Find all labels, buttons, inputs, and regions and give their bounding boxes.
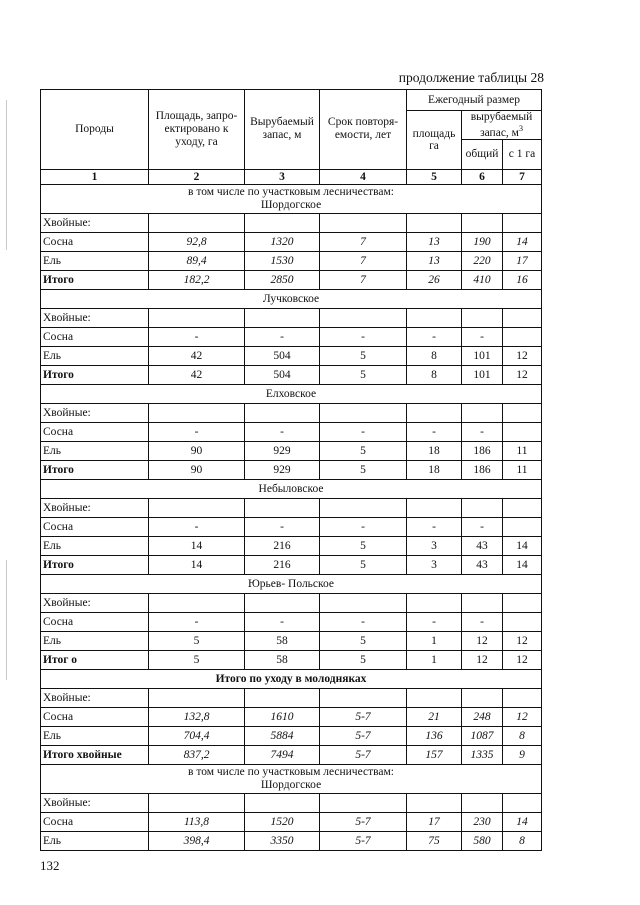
table-row	[41, 831, 542, 850]
table-row	[41, 726, 542, 745]
value-cell: 704,4	[149, 726, 245, 745]
value-cell: 9	[503, 745, 542, 764]
column-number: 3	[245, 169, 320, 184]
breed-name: Итого	[41, 365, 149, 384]
value-cell: 5	[320, 346, 407, 365]
value-cell: 3350	[245, 831, 320, 850]
value-cell: 12	[503, 650, 542, 669]
table-row	[41, 612, 542, 631]
value-cell: 43	[462, 555, 503, 574]
breed-name: Хвойные:	[41, 403, 149, 422]
section-heading	[41, 289, 542, 308]
value-cell: 190	[462, 232, 503, 251]
value-cell: 248	[462, 707, 503, 726]
value-cell: 42	[149, 346, 245, 365]
value-cell: 929	[245, 441, 320, 460]
section-heading-line: Небыловское	[258, 482, 324, 495]
section-heading-row	[41, 184, 542, 213]
value-cell: 5-7	[320, 707, 407, 726]
value-cell: 101	[462, 365, 503, 384]
header-per-ha: с 1 га	[503, 139, 542, 169]
breed-name: Ель	[41, 631, 149, 650]
value-cell	[407, 213, 462, 232]
value-cell: 398,4	[149, 831, 245, 850]
table-row	[41, 251, 542, 270]
value-cell: 17	[503, 251, 542, 270]
value-cell: 17	[407, 812, 462, 831]
total-row	[41, 745, 542, 764]
value-cell: 58	[245, 650, 320, 669]
section-heading	[41, 184, 542, 213]
breed-name: Сосна	[41, 612, 149, 631]
breed-name: Хвойные:	[41, 213, 149, 232]
section-heading-row	[41, 574, 542, 593]
value-cell: 11	[503, 441, 542, 460]
value-cell	[320, 593, 407, 612]
section-heading-row	[41, 479, 542, 498]
total-row	[41, 555, 542, 574]
value-cell	[407, 498, 462, 517]
value-cell: 3	[407, 555, 462, 574]
column-number: 4	[320, 169, 407, 184]
value-cell: -	[462, 612, 503, 631]
section-heading-line: Шордогское	[260, 778, 322, 791]
value-cell: 18	[407, 460, 462, 479]
table-row	[41, 327, 542, 346]
forest-care-table	[40, 89, 542, 851]
section-heading-row	[41, 384, 542, 403]
value-cell: -	[320, 327, 407, 346]
value-cell: -	[462, 517, 503, 536]
value-cell: 5884	[245, 726, 320, 745]
column-number: 6	[462, 169, 503, 184]
value-cell: 580	[462, 831, 503, 850]
value-cell: 186	[462, 460, 503, 479]
section-heading-line: Итого по уходу в молодняках	[215, 672, 367, 685]
column-number: 5	[407, 169, 462, 184]
value-cell: 1335	[462, 745, 503, 764]
breed-name: Ель	[41, 346, 149, 365]
breed-name: Хвойные:	[41, 793, 149, 812]
value-cell: 14	[503, 812, 542, 831]
breed-name: Хвойные:	[41, 308, 149, 327]
value-cell	[245, 403, 320, 422]
value-cell: 58	[245, 631, 320, 650]
value-cell: -	[245, 327, 320, 346]
breed-name: Сосна	[41, 517, 149, 536]
value-cell: 8	[503, 831, 542, 850]
table-caption: продолжение таблицы 28	[398, 70, 544, 85]
section-heading	[41, 574, 542, 593]
table-row	[41, 403, 542, 422]
value-cell: 3	[407, 536, 462, 555]
value-cell: 11	[503, 460, 542, 479]
section-heading-row	[41, 669, 542, 688]
value-cell: 5-7	[320, 831, 407, 850]
value-cell: 5	[149, 650, 245, 669]
value-cell: 136	[407, 726, 462, 745]
value-cell	[407, 308, 462, 327]
value-cell: 13	[407, 232, 462, 251]
section-heading-line: в том числе по участковым лесничествам:	[188, 185, 394, 198]
value-cell: 92,8	[149, 232, 245, 251]
page-number: 132	[40, 858, 60, 873]
header-annual-area: площадь га	[407, 111, 462, 170]
header-period: Срок повторя- емости, лет	[320, 90, 407, 170]
breed-name: Итого	[41, 555, 149, 574]
value-cell: 14	[503, 536, 542, 555]
value-cell: 5	[320, 365, 407, 384]
value-cell: 16	[503, 270, 542, 289]
breed-name: Ель	[41, 251, 149, 270]
value-cell: 12	[503, 631, 542, 650]
section-heading	[41, 669, 542, 688]
breed-name: Ель	[41, 831, 149, 850]
breed-name: Итого хвойные	[41, 745, 149, 764]
breed-name: Ель	[41, 441, 149, 460]
value-cell: 75	[407, 831, 462, 850]
value-cell	[245, 688, 320, 707]
table-row	[41, 422, 542, 441]
value-cell: 1	[407, 631, 462, 650]
value-cell: 1	[407, 650, 462, 669]
value-cell: 5-7	[320, 745, 407, 764]
value-cell	[407, 688, 462, 707]
value-cell: 837,2	[149, 745, 245, 764]
value-cell: 186	[462, 441, 503, 460]
value-cell: 5	[320, 650, 407, 669]
total-row	[41, 270, 542, 289]
value-cell: 21	[407, 707, 462, 726]
value-cell: 8	[407, 365, 462, 384]
value-cell: 1530	[245, 251, 320, 270]
value-cell	[407, 793, 462, 812]
value-cell: 12	[503, 365, 542, 384]
column-number: 2	[149, 169, 245, 184]
table-row	[41, 498, 542, 517]
value-cell	[503, 793, 542, 812]
value-cell	[149, 593, 245, 612]
header-annual: Ежегодный размер	[407, 90, 542, 111]
table-row	[41, 812, 542, 831]
section-heading-line: Шордогское	[260, 198, 322, 211]
value-cell	[245, 308, 320, 327]
value-cell: 90	[149, 460, 245, 479]
table-row	[41, 793, 542, 812]
value-cell	[149, 688, 245, 707]
value-cell: -	[245, 422, 320, 441]
value-cell	[503, 308, 542, 327]
value-cell: 12	[503, 346, 542, 365]
value-cell: 12	[503, 707, 542, 726]
value-cell: -	[149, 327, 245, 346]
table-row	[41, 707, 542, 726]
breed-name: Итог о	[41, 650, 149, 669]
value-cell: 216	[245, 555, 320, 574]
total-row	[41, 650, 542, 669]
value-cell	[503, 688, 542, 707]
scan-edge-mark	[6, 560, 7, 680]
table-row	[41, 517, 542, 536]
value-cell: 2850	[245, 270, 320, 289]
value-cell	[503, 498, 542, 517]
value-cell	[320, 403, 407, 422]
value-cell: 1087	[462, 726, 503, 745]
value-cell	[503, 593, 542, 612]
value-cell: -	[407, 517, 462, 536]
value-cell: 101	[462, 346, 503, 365]
value-cell	[407, 593, 462, 612]
value-cell	[503, 612, 542, 631]
value-cell: 5	[320, 631, 407, 650]
breed-name: Сосна	[41, 422, 149, 441]
value-cell	[503, 213, 542, 232]
value-cell: 7	[320, 251, 407, 270]
value-cell: -	[245, 612, 320, 631]
table-row	[41, 593, 542, 612]
header-area: Площадь, запро- ектировано к уходу, га	[149, 90, 245, 170]
table-row	[41, 536, 542, 555]
breed-name: Сосна	[41, 327, 149, 346]
value-cell	[462, 593, 503, 612]
value-cell: 14	[149, 536, 245, 555]
breed-name: Сосна	[41, 707, 149, 726]
section-heading	[41, 479, 542, 498]
value-cell	[320, 308, 407, 327]
value-cell: -	[149, 422, 245, 441]
table-row	[41, 346, 542, 365]
value-cell	[149, 308, 245, 327]
value-cell	[462, 213, 503, 232]
breed-name: Итого	[41, 270, 149, 289]
value-cell	[320, 793, 407, 812]
value-cell	[149, 793, 245, 812]
value-cell: 1520	[245, 812, 320, 831]
value-cell	[462, 308, 503, 327]
value-cell: 5-7	[320, 812, 407, 831]
value-cell: 220	[462, 251, 503, 270]
value-cell: 14	[149, 555, 245, 574]
value-cell: 113,8	[149, 812, 245, 831]
breed-name: Хвойные:	[41, 688, 149, 707]
breed-name: Ель	[41, 536, 149, 555]
value-cell: 12	[462, 650, 503, 669]
value-cell: 8	[407, 346, 462, 365]
value-cell	[149, 498, 245, 517]
value-cell: -	[407, 327, 462, 346]
header-breed: Породы	[41, 90, 149, 170]
value-cell	[503, 517, 542, 536]
value-cell: 18	[407, 441, 462, 460]
total-row	[41, 460, 542, 479]
value-cell: 182,2	[149, 270, 245, 289]
header-total: общий	[462, 139, 503, 169]
column-number-row	[41, 169, 542, 184]
value-cell: 42	[149, 365, 245, 384]
breed-name: Хвойные:	[41, 593, 149, 612]
value-cell: 5	[320, 441, 407, 460]
value-cell: 89,4	[149, 251, 245, 270]
section-heading	[41, 764, 542, 793]
value-cell	[503, 403, 542, 422]
value-cell	[462, 688, 503, 707]
value-cell: 5	[149, 631, 245, 650]
value-cell: -	[320, 517, 407, 536]
table-row	[41, 688, 542, 707]
value-cell: -	[462, 422, 503, 441]
value-cell: 5	[320, 460, 407, 479]
breed-name: Итого	[41, 460, 149, 479]
value-cell: 5-7	[320, 726, 407, 745]
value-cell	[503, 422, 542, 441]
value-cell	[245, 593, 320, 612]
value-cell: 12	[462, 631, 503, 650]
value-cell: 7	[320, 232, 407, 251]
table-row	[41, 441, 542, 460]
total-row	[41, 365, 542, 384]
table-row	[41, 232, 542, 251]
value-cell	[149, 403, 245, 422]
header-stock: Вырубаемый запас, м	[245, 90, 320, 170]
value-cell: -	[149, 612, 245, 631]
value-cell	[245, 498, 320, 517]
breed-name: Сосна	[41, 232, 149, 251]
value-cell: 14	[503, 232, 542, 251]
value-cell: 157	[407, 745, 462, 764]
value-cell: 8	[503, 726, 542, 745]
value-cell: 13	[407, 251, 462, 270]
value-cell: -	[320, 422, 407, 441]
value-cell	[245, 793, 320, 812]
value-cell: 504	[245, 346, 320, 365]
section-heading	[41, 384, 542, 403]
value-cell: 132,8	[149, 707, 245, 726]
value-cell	[503, 327, 542, 346]
value-cell	[320, 498, 407, 517]
value-cell: 230	[462, 812, 503, 831]
table-row	[41, 308, 542, 327]
value-cell	[407, 403, 462, 422]
value-cell: -	[149, 517, 245, 536]
value-cell: 929	[245, 460, 320, 479]
value-cell: -	[407, 612, 462, 631]
value-cell	[462, 498, 503, 517]
value-cell	[462, 793, 503, 812]
section-heading-line: Юрьев- Польское	[247, 577, 335, 590]
value-cell: 43	[462, 536, 503, 555]
value-cell	[320, 213, 407, 232]
breed-name: Ель	[41, 726, 149, 745]
value-cell: 5	[320, 536, 407, 555]
table-row	[41, 213, 542, 232]
section-heading-line: в том числе по участковым лесничествам:	[188, 765, 394, 778]
value-cell: 410	[462, 270, 503, 289]
value-cell: 504	[245, 365, 320, 384]
section-heading-row	[41, 289, 542, 308]
section-heading-line: Лучковское	[262, 292, 320, 305]
section-heading-line: Елховское	[265, 387, 317, 400]
value-cell: 1320	[245, 232, 320, 251]
value-cell: 7	[320, 270, 407, 289]
breed-name: Хвойные:	[41, 498, 149, 517]
breed-name: Сосна	[41, 812, 149, 831]
section-heading-row	[41, 764, 542, 793]
value-cell: -	[407, 422, 462, 441]
column-number: 1	[41, 169, 149, 184]
value-cell: 1610	[245, 707, 320, 726]
value-cell: 26	[407, 270, 462, 289]
value-cell: 216	[245, 536, 320, 555]
value-cell: 5	[320, 555, 407, 574]
value-cell: -	[320, 612, 407, 631]
scan-edge-mark	[6, 100, 7, 250]
value-cell: 7494	[245, 745, 320, 764]
value-cell	[149, 213, 245, 232]
value-cell	[245, 213, 320, 232]
table-body	[41, 169, 542, 850]
value-cell: -	[245, 517, 320, 536]
header-cut-stock: вырубаемый запас, $м^3$	[462, 111, 542, 140]
value-cell: 14	[503, 555, 542, 574]
table-row	[41, 631, 542, 650]
column-number: 7	[503, 169, 542, 184]
value-cell	[320, 688, 407, 707]
value-cell: -	[462, 327, 503, 346]
value-cell: 90	[149, 441, 245, 460]
value-cell	[462, 403, 503, 422]
